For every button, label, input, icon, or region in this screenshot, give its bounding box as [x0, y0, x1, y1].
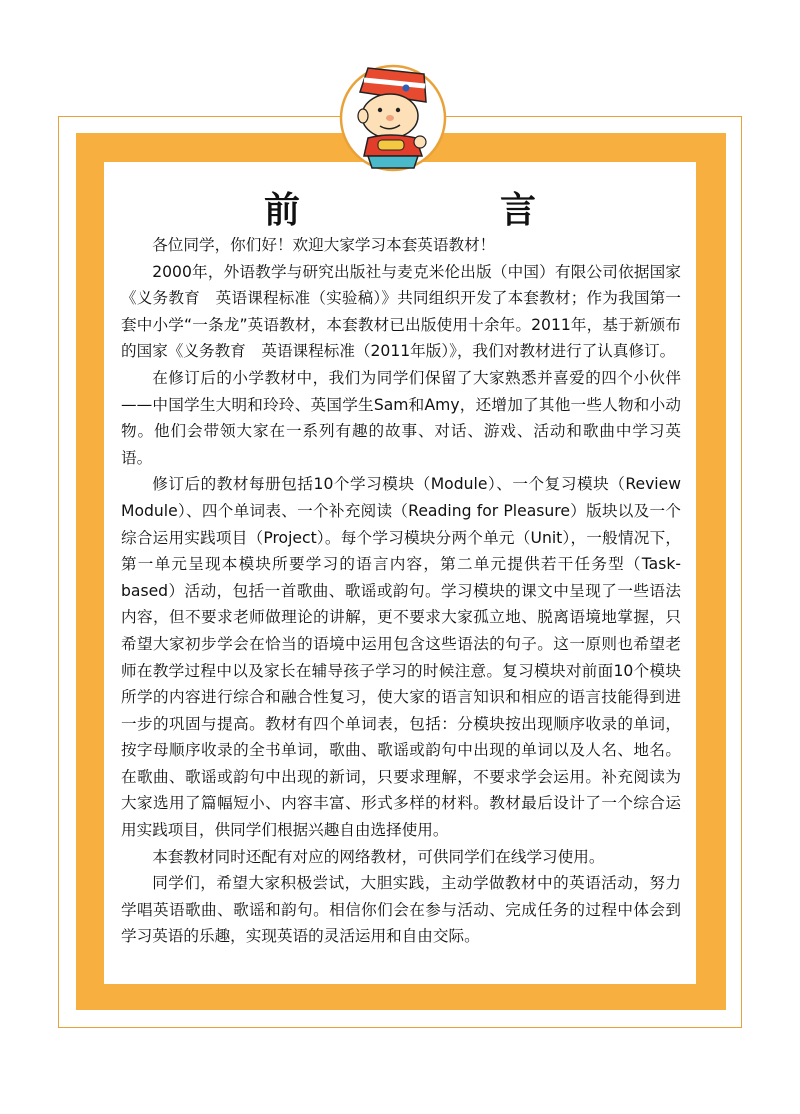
paragraph-greeting: 各位同学，你们好！欢迎大家学习本套英语教材！ [152, 236, 496, 254]
preface-text [121, 232, 681, 950]
paragraph-history: 2000年，外语教学与研究出版社与麦克米伦出版（中国）有限公司依据国家《义务教育 英语课程标准（实验稿）》共同组织开发了本套教材；作为我国第一套中小学“一条龙”英语教材，本套教材已出版使用十余年。2011年，基于新颁布的国家《义务教育 英语课程标准（2011年版）》，我们对教材进行了认真修订。 [121, 262, 681, 361]
page-title: 前 言 [263, 189, 618, 231]
paragraph-encouragement: 同学们，希望大家积极尝试，大胆实践，主动学做教材中的英语活动，努力学唱英语歌曲、歌谣和韵句。相信你们会在参与活动、完成任务的过程中体会到学习英语的乐趣，实现英语的灵活运用和自由交际。 [121, 874, 681, 946]
cartoon-boy-icon [338, 58, 448, 182]
paragraph-online: 本套教材同时还配有对应的网络教材，可供同学们在线学习使用。 [152, 847, 605, 866]
paragraph-characters: 在修订后的小学教材中，我们为同学们保留了大家熟悉并喜爱的四个小伙伴——中国学生大明和玲玲、英国学生Sam和Amy，还增加了其他一些人物和小动物。他们会带领大家在一系列有趣的故事、对话、游戏、活动和歌曲中学习英语。 [121, 368, 681, 467]
paragraph-structure: 修订后的教材每册包括10个学习模块（Module）、一个复习模块（Review Module）、四个单词表、一个补充阅读（Reading for Pleasure）版块以及一个综合运用实践项目（Project）。每个学习模块分两个单元（Unit），一般情况下，第一单元呈现本模块所要学习的语言内容，第二单元提供若干任务型（Task-based）活动，包括一首歌曲、歌谣或韵句。学习模块的课文中呈现了一些语法内容，但不要求老师做理论的讲解，更不要求大家孤立地、脱离语境地掌握，只希望大家初步学会在恰当的语境中运用包含这些语法的句子。这一原则也希望老师在教学过程中以及家长在辅导孩子学习的时候注意。复习模块对前面10个模块所学的内容进行综合和融合性复习，使大家的语言知识和相应的语言技能得到进一步的巩固与提高。教材有四个单词表，包括：分模块按出现顺序收录的单词，按字母顺序收录的全书单词，歌曲、歌谣或韵句中出现的单词以及人名、地名。在歌曲、歌谣或韵句中出现的新词，只要求理解，不要求学会运用。补充阅读为大家选用了篇幅短小、内容丰富、形式多样的材料。教材最后设计了一个综合运用实践项目，供同学们根据兴趣自由选择使用。 [121, 475, 681, 840]
